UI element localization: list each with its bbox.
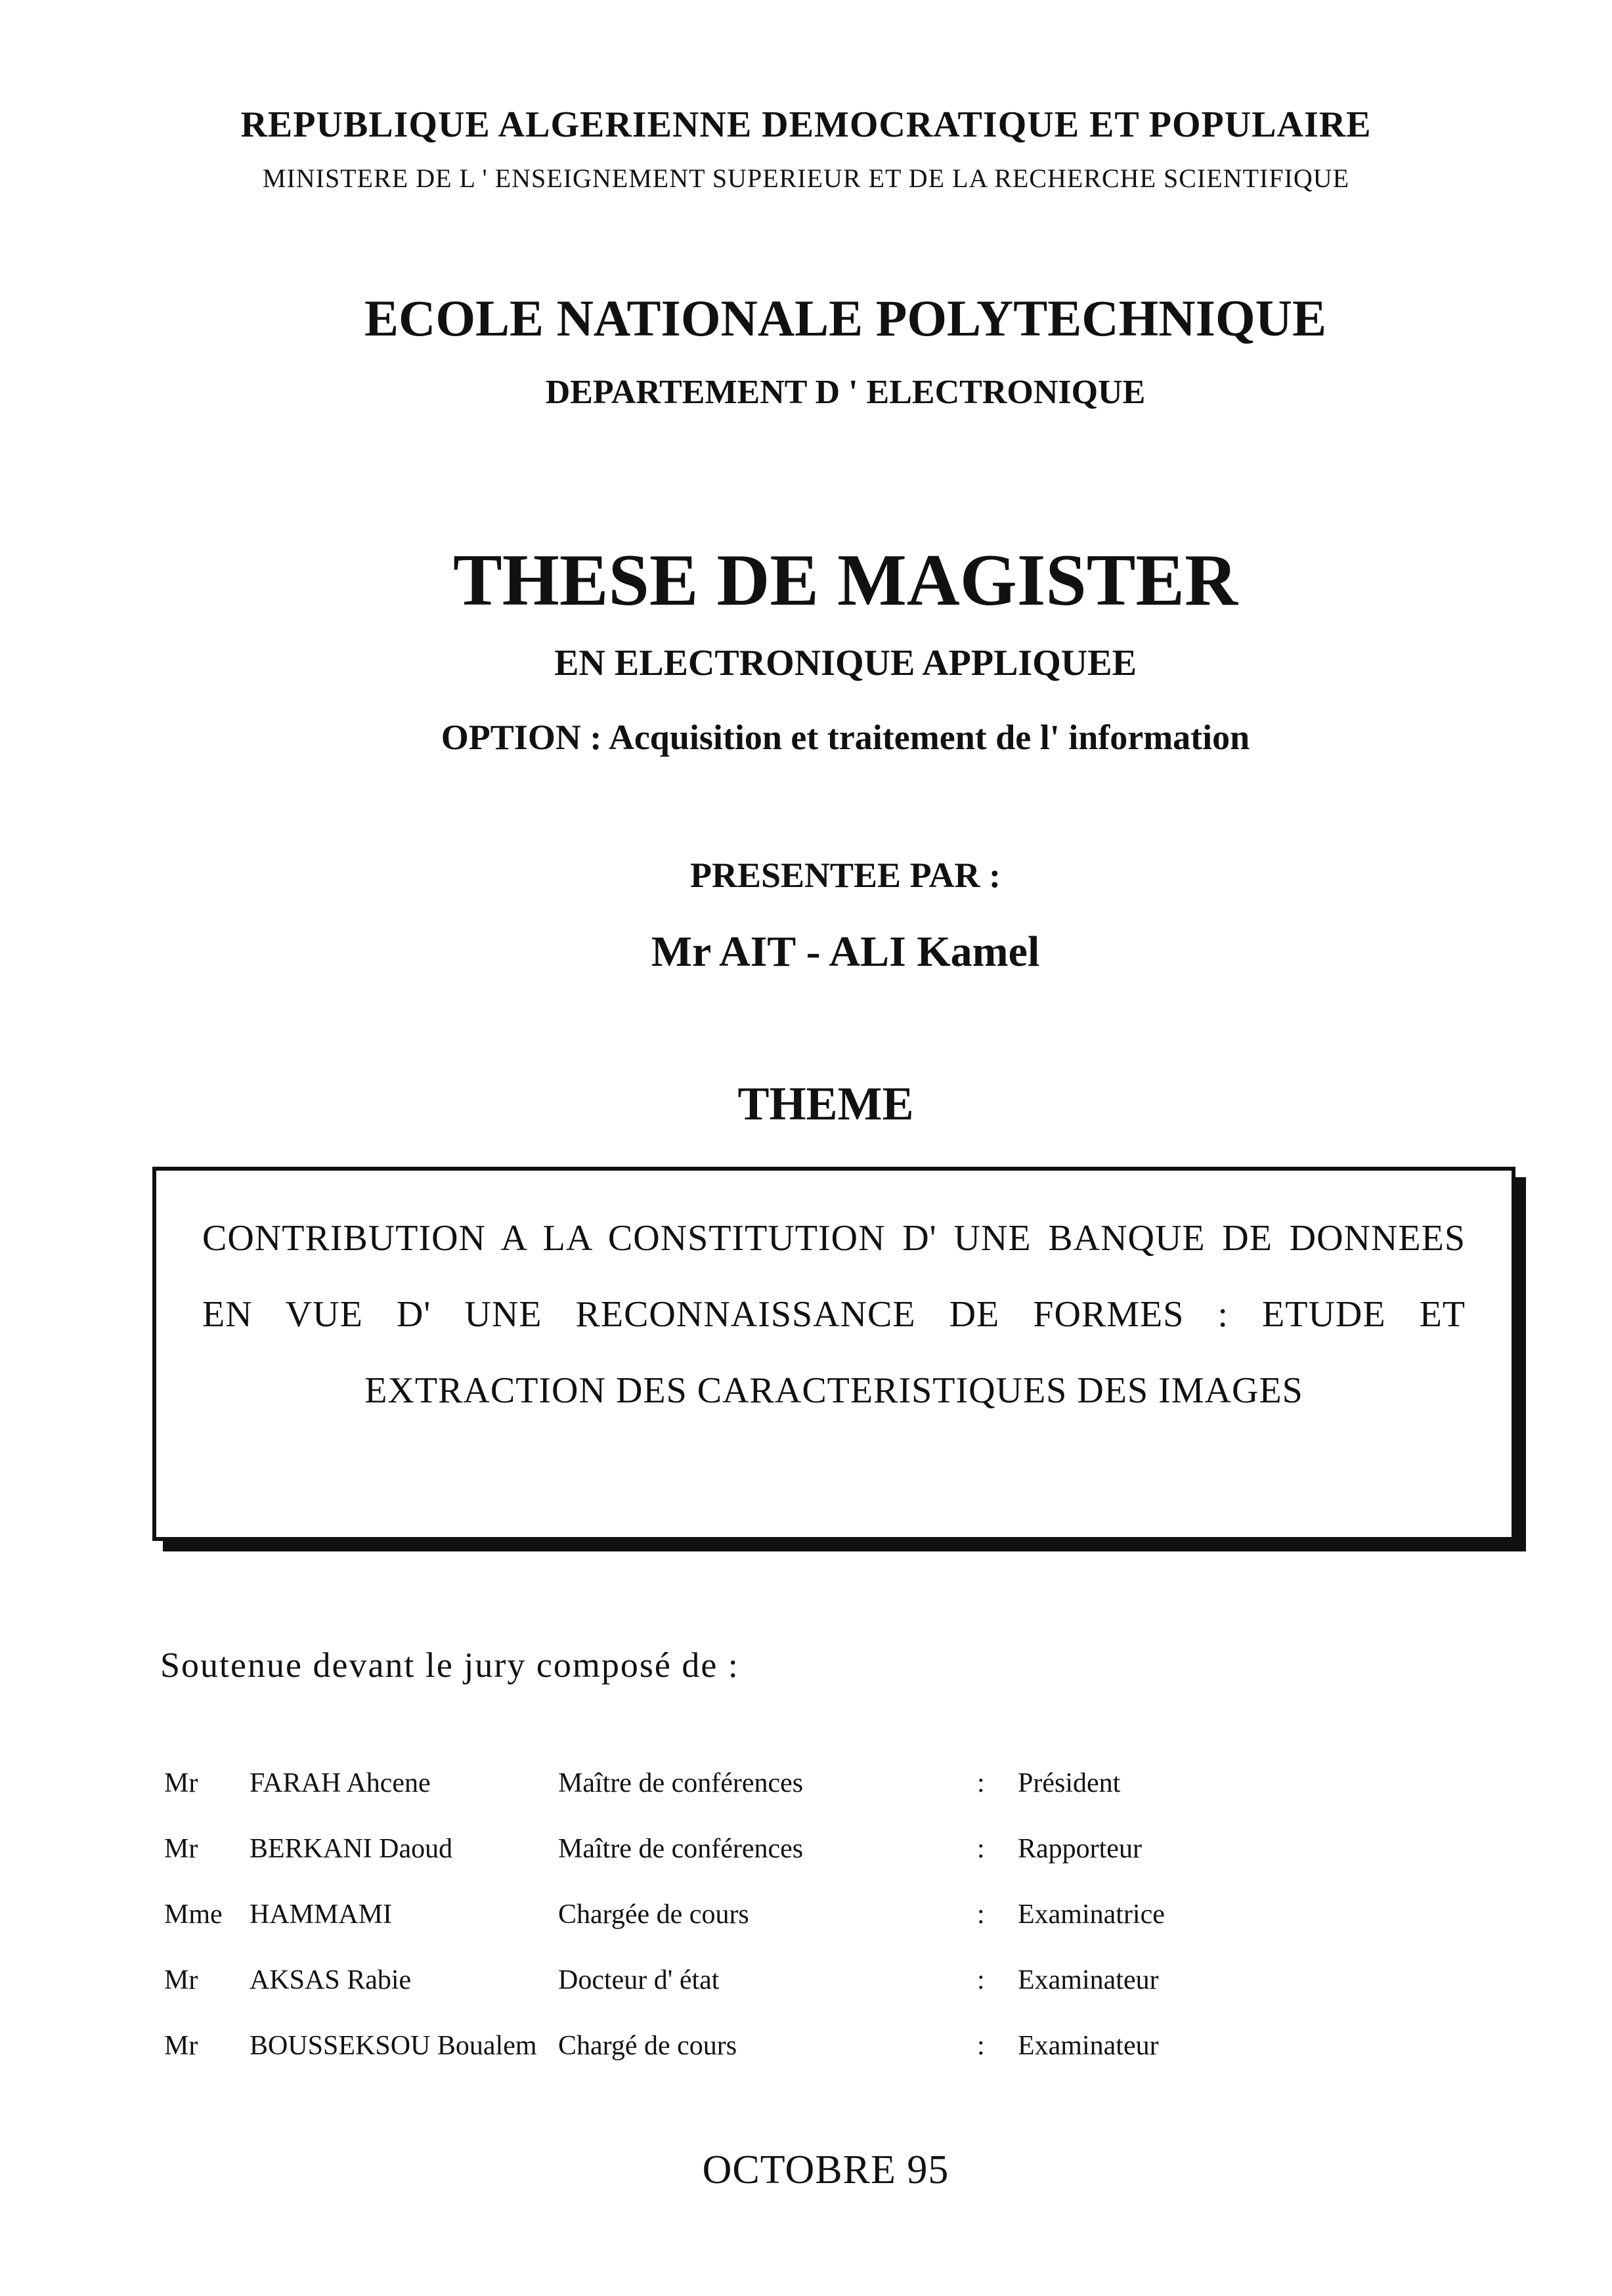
author-name: Mr AIT - ALI Kamel xyxy=(651,928,1040,976)
jury-member-colon: : xyxy=(977,2031,985,2061)
jury-member-row xyxy=(0,1767,1612,1813)
jury-member-title: Mr xyxy=(164,2031,198,2061)
jury-member-role: Examinatrice xyxy=(1018,1899,1165,1930)
jury-member-row xyxy=(0,1964,1612,2010)
jury-member-row xyxy=(0,1899,1612,1945)
defense-date: OCTOBRE 95 xyxy=(702,2148,949,2192)
jury-member-name: BOUSSEKSOU Boualem xyxy=(250,2031,537,2061)
theme-heading: THEME xyxy=(737,1077,914,1130)
jury-member-title: Mr xyxy=(164,1768,198,1798)
jury-member-rank: Chargé de cours xyxy=(558,2031,737,2061)
ministry-header: MINISTERE DE L ' ENSEIGNEMENT SUPERIEUR ET DE LA RECHERCHE SCIENTIFIQUE xyxy=(262,163,1350,193)
jury-member-colon: : xyxy=(977,1899,985,1930)
theme-box xyxy=(152,1167,1515,1541)
jury-member-name: AKSAS Rabie xyxy=(250,1965,412,1995)
jury-member-role: Examinateur xyxy=(1018,1965,1159,1995)
jury-member-row xyxy=(0,2030,1612,2076)
jury-member-row xyxy=(0,1833,1612,1879)
jury-member-rank: Docteur d' état xyxy=(558,1965,720,1995)
republic-header: REPUBLIQUE ALGERIENNE DEMOCRATIQUE ET POPULAIRE xyxy=(240,104,1372,145)
department-name: DEPARTEMENT D ' ELECTRONIQUE xyxy=(545,374,1146,411)
jury-member-name: HAMMAMI xyxy=(250,1899,393,1930)
school-name: ECOLE NATIONALE POLYTECHNIQUE xyxy=(364,290,1326,347)
jury-member-title: Mr xyxy=(164,1965,198,1995)
jury-member-colon: : xyxy=(977,1768,985,1798)
theme-text: CONTRIBUTION A LA CONSTITUTION D' UNE BANQUE DE DONNEES EN VUE D' UNE RECONNAISSANCE DE FORMES : ETUDE ET EXTRACTION DES CARACTERISTIQUES DES IMAGES xyxy=(202,1218,1466,1411)
jury-member-role: Examinateur xyxy=(1018,2031,1159,2061)
jury-member-title: Mr xyxy=(164,1834,198,1864)
jury-member-role: Rapporteur xyxy=(1018,1834,1142,1864)
jury-member-rank: Maître de conférences xyxy=(558,1834,804,1864)
jury-member-rank: Maître de conférences xyxy=(558,1768,804,1798)
jury-member-colon: : xyxy=(977,1834,985,1864)
jury-member-role: Président xyxy=(1018,1768,1121,1798)
thesis-option: OPTION : Acquisition et traitement de l' information xyxy=(441,718,1250,757)
jury-intro: Soutenue devant le jury composé de : xyxy=(160,1645,739,1685)
thesis-specialty: EN ELECTRONIQUE APPLIQUEE xyxy=(554,643,1137,683)
jury-member-colon: : xyxy=(977,1965,985,1995)
presented-by-label: PRESENTEE PAR : xyxy=(689,856,1001,895)
jury-member-rank: Chargée de cours xyxy=(558,1899,749,1930)
jury-member-name: BERKANI Daoud xyxy=(250,1834,453,1864)
thesis-type: THESE DE MAGISTER xyxy=(453,540,1238,621)
jury-member-name: FARAH Ahcene xyxy=(250,1768,431,1798)
jury-member-title: Mme xyxy=(164,1899,223,1930)
